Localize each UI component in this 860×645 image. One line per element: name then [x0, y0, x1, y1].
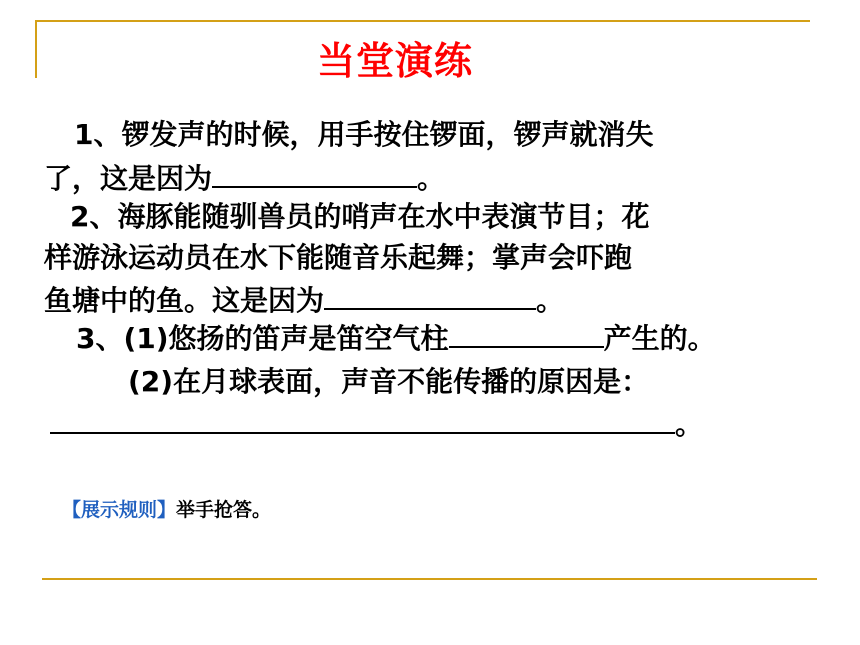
q2-line3 — [44, 280, 564, 321]
q2-line3-suffix: 。 — [536, 284, 565, 317]
q3-answer-line — [50, 404, 703, 445]
q2-line2: 样游泳运动员在水下能随音乐起舞；掌声会吓跑 — [44, 241, 633, 274]
slide-title: 当堂演练 — [317, 39, 474, 83]
left-rule — [35, 20, 37, 78]
q2-line3-prefix: 鱼塘中的鱼。这是因为 — [44, 284, 325, 317]
display-rule-label: 【展示规则】 — [62, 499, 177, 521]
q1-answer-blank[interactable] — [212, 158, 417, 188]
q1-line2 — [44, 158, 445, 199]
q2-answer-blank[interactable] — [324, 280, 536, 310]
q3-part1 — [76, 318, 716, 359]
q3-part1-blank[interactable] — [449, 318, 604, 348]
q1-line2-suffix: 。 — [417, 162, 446, 195]
bottom-rule — [42, 578, 817, 580]
q3-part2-blank[interactable] — [50, 404, 675, 434]
display-rule-note — [62, 495, 271, 522]
q2-line1: 2、海豚能随驯兽员的哨声在水中表演节目；花 — [70, 200, 650, 233]
q1-line1: 1、锣发声的时候，用手按住锣面，锣声就消失 — [74, 118, 654, 151]
q3-part2: (2)在月球表面，声音不能传播的原因是： — [128, 365, 650, 398]
q3-part1-prefix: 3、(1)悠扬的笛声是笛空气柱 — [76, 322, 449, 355]
q1-line2-prefix: 了，这是因为 — [44, 162, 213, 195]
top-rule — [35, 20, 810, 22]
display-rule-text: 举手抢答。 — [176, 499, 272, 521]
q3-part1-suffix: 产生的。 — [603, 322, 716, 355]
q3-answer-suffix: 。 — [675, 408, 704, 441]
